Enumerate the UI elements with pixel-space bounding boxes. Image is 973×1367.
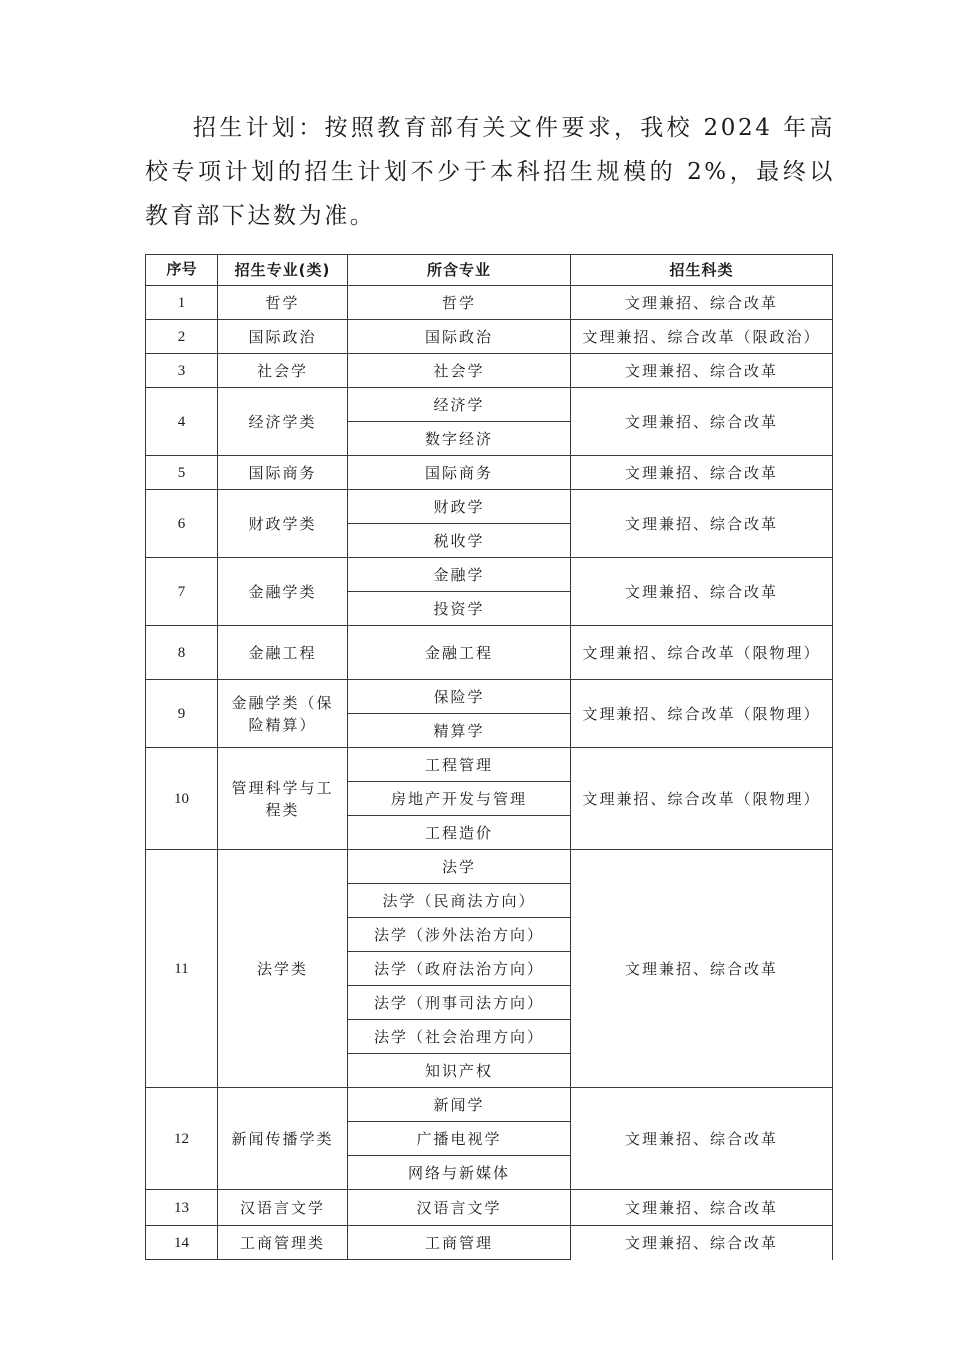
row-no: 6 (146, 490, 218, 558)
row-major: 法学（涉外法治方向） (348, 918, 571, 952)
row-major: 社会学 (348, 354, 571, 388)
row-major: 金融工程 (348, 626, 571, 680)
row-subject: 文理兼招、综合改革 (571, 354, 833, 388)
row-major: 法学（民商法方向） (348, 884, 571, 918)
row-major: 金融学 (348, 558, 571, 592)
row-category: 国际政治 (218, 320, 348, 354)
header-subject-type: 招生科类 (571, 255, 833, 286)
table-row (146, 354, 833, 388)
row-major: 网络与新媒体 (348, 1156, 571, 1190)
table-row (146, 286, 833, 320)
row-major: 法学（社会治理方向） (348, 1020, 571, 1054)
table-row (146, 748, 833, 782)
table-row (146, 850, 833, 884)
row-subject: 文理兼招、综合改革 (571, 490, 833, 558)
enrollment-plan-table (145, 254, 833, 1260)
row-major: 投资学 (348, 592, 571, 626)
row-subject: 文理兼招、综合改革 (571, 1226, 833, 1260)
row-major: 新闻学 (348, 1088, 571, 1122)
table-row (146, 456, 833, 490)
row-subject: 文理兼招、综合改革 (571, 1088, 833, 1190)
row-subject: 文理兼招、综合改革（限物理） (571, 748, 833, 850)
row-major: 法学（刑事司法方向） (348, 986, 571, 1020)
table-row (146, 1088, 833, 1122)
row-no: 14 (146, 1226, 218, 1260)
row-no: 1 (146, 286, 218, 320)
row-major: 哲学 (348, 286, 571, 320)
row-major: 数字经济 (348, 422, 571, 456)
row-category: 金融学类（保险精算） (218, 680, 348, 748)
row-major: 精算学 (348, 714, 571, 748)
row-category: 金融学类 (218, 558, 348, 626)
table-row (146, 490, 833, 524)
header-included-majors: 所含专业 (348, 255, 571, 286)
row-subject: 文理兼招、综合改革（限物理） (571, 626, 833, 680)
row-subject: 文理兼招、综合改革 (571, 286, 833, 320)
row-major: 知识产权 (348, 1054, 571, 1088)
row-major: 房地产开发与管理 (348, 782, 571, 816)
row-major: 广播电视学 (348, 1122, 571, 1156)
row-category: 新闻传播学类 (218, 1088, 348, 1190)
row-no: 13 (146, 1190, 218, 1226)
row-subject: 文理兼招、综合改革 (571, 388, 833, 456)
row-no: 3 (146, 354, 218, 388)
table-row (146, 558, 833, 592)
row-category: 管理科学与工程类 (218, 748, 348, 850)
row-no: 9 (146, 680, 218, 748)
row-category: 哲学 (218, 286, 348, 320)
row-major: 法学（政府法治方向） (348, 952, 571, 986)
row-category: 经济学类 (218, 388, 348, 456)
table-row (146, 320, 833, 354)
row-no: 7 (146, 558, 218, 626)
table-row (146, 680, 833, 714)
row-category: 财政学类 (218, 490, 348, 558)
row-no: 2 (146, 320, 218, 354)
row-no: 5 (146, 456, 218, 490)
row-major: 法学 (348, 850, 571, 884)
row-no: 4 (146, 388, 218, 456)
row-category: 工商管理类 (218, 1226, 348, 1260)
row-major: 经济学 (348, 388, 571, 422)
row-subject: 文理兼招、综合改革 (571, 1190, 833, 1226)
row-category: 社会学 (218, 354, 348, 388)
row-subject: 文理兼招、综合改革 (571, 850, 833, 1088)
row-major: 工程造价 (348, 816, 571, 850)
table-row (146, 1226, 833, 1260)
row-major: 财政学 (348, 490, 571, 524)
row-subject: 文理兼招、综合改革 (571, 456, 833, 490)
header-serial-no: 序号 (146, 255, 218, 286)
row-category: 法学类 (218, 850, 348, 1088)
row-major: 国际政治 (348, 320, 571, 354)
row-subject: 文理兼招、综合改革（限政治） (571, 320, 833, 354)
enrollment-plan-paragraph: 招生计划：按照教育部有关文件要求，我校 2024 年高校专项计划的招生计划不少于本科招生规模的 2%，最终以教育部下达数为准。 (145, 115, 835, 229)
row-major: 汉语言文学 (348, 1190, 571, 1226)
row-major: 工商管理 (348, 1226, 571, 1260)
row-no: 8 (146, 626, 218, 680)
table-row (146, 626, 833, 680)
row-no: 10 (146, 748, 218, 850)
row-no: 12 (146, 1088, 218, 1190)
row-subject: 文理兼招、综合改革 (571, 558, 833, 626)
table-row (146, 1190, 833, 1226)
row-category: 国际商务 (218, 456, 348, 490)
header-major-category: 招生专业(类) (218, 255, 348, 286)
row-category: 汉语言文学 (218, 1190, 348, 1226)
table-header-row (146, 255, 833, 286)
row-major: 保险学 (348, 680, 571, 714)
row-category: 金融工程 (218, 626, 348, 680)
row-major: 工程管理 (348, 748, 571, 782)
row-subject: 文理兼招、综合改革（限物理） (571, 680, 833, 748)
row-major: 国际商务 (348, 456, 571, 490)
row-major: 税收学 (348, 524, 571, 558)
row-no: 11 (146, 850, 218, 1088)
table-row (146, 388, 833, 422)
